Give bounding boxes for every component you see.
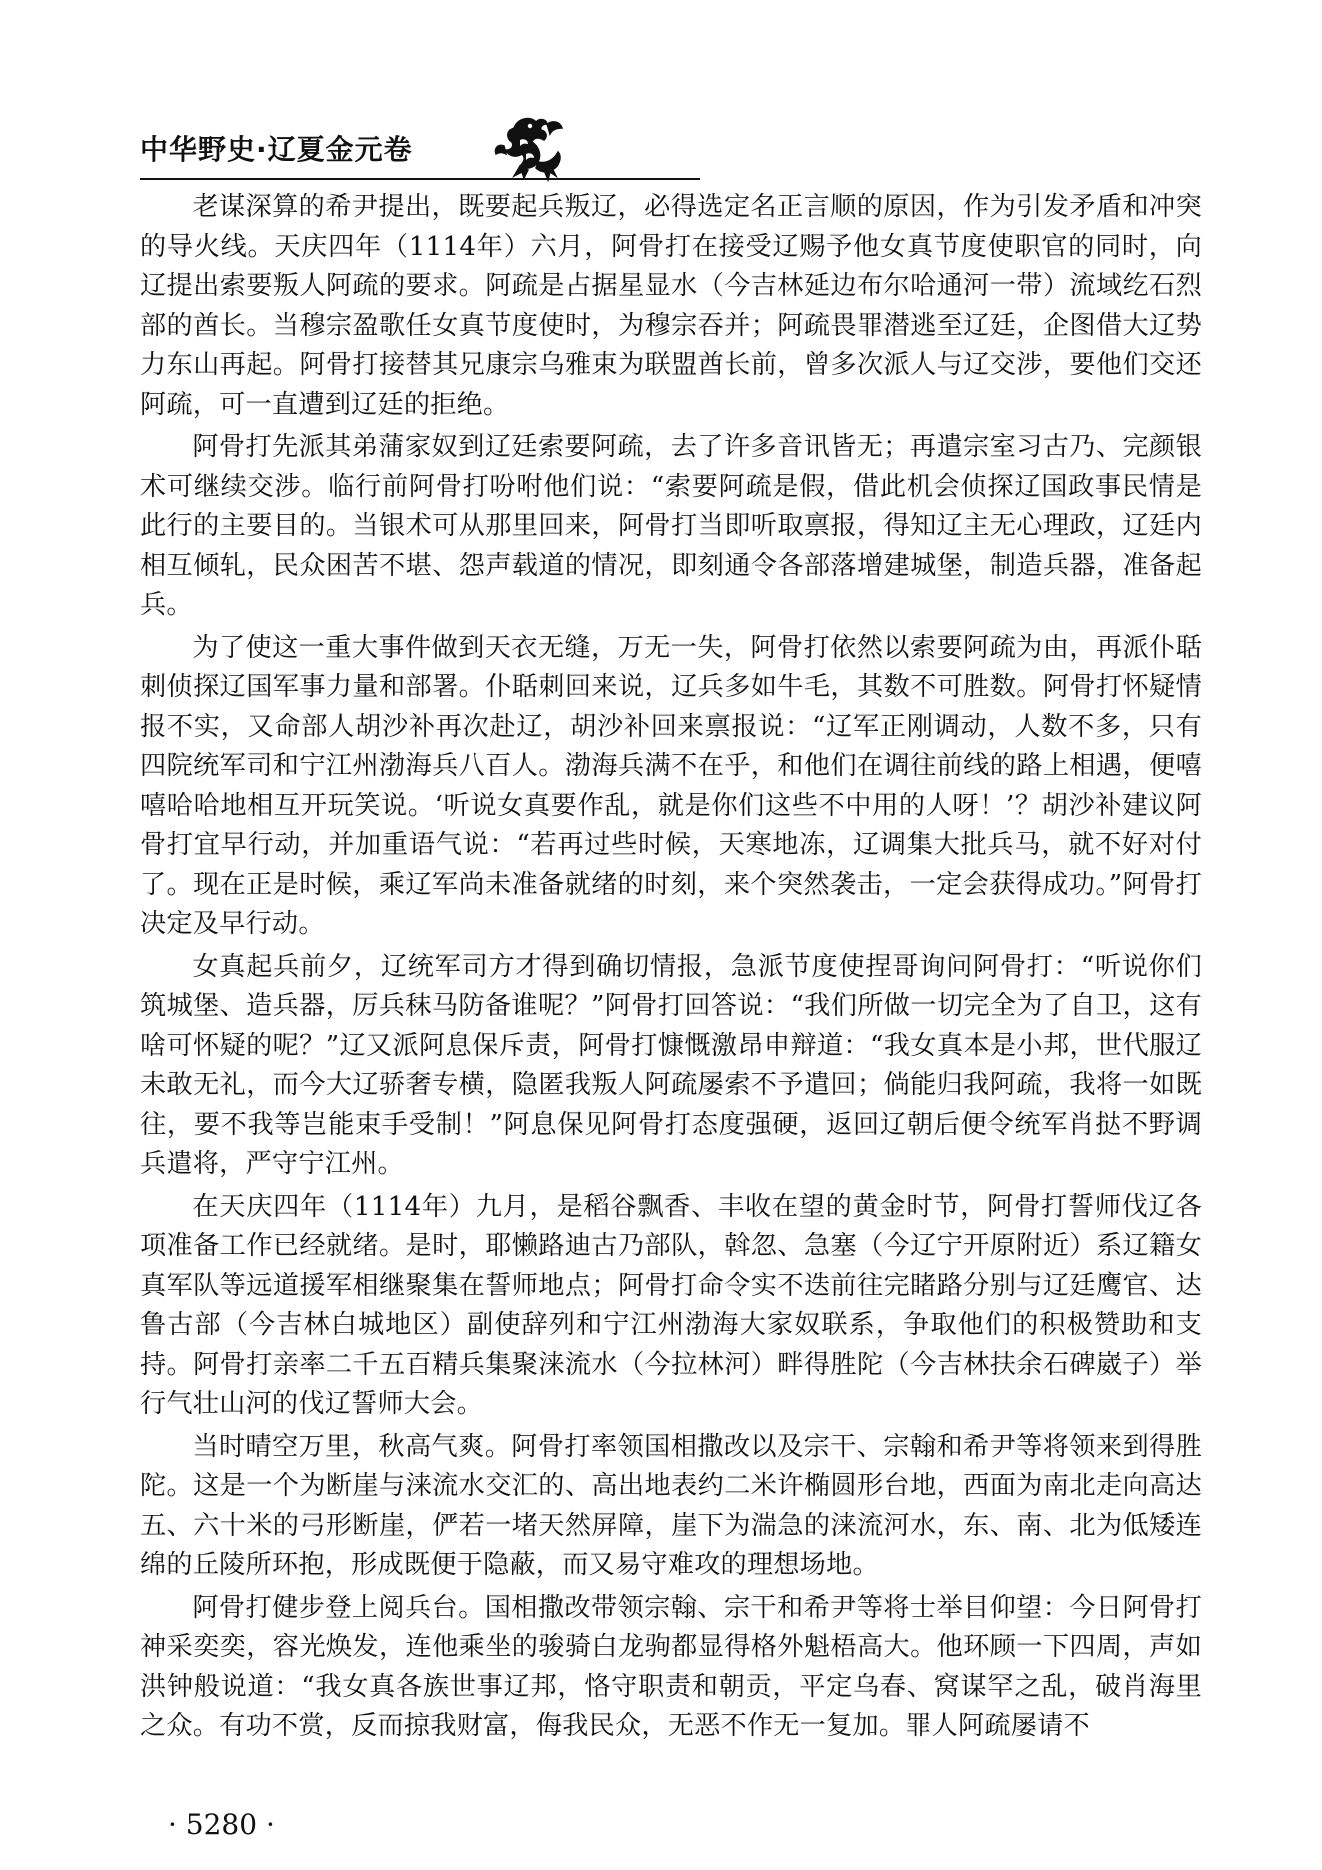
header-rule bbox=[140, 178, 700, 180]
paragraph: 老谋深算的希尹提出，既要起兵叛辽，必得选定名正言顺的原因，作为引发矛盾和冲突的导火线。天庆四年（1114年）六月，阿骨打在接受辽赐予他女真节度使职官的同时，向辽提出索要叛人阿疏的要求。阿疏是占据星显水（今吉林延边布尔哈通河一带）流域纥石烈部的酋长。当穆宗盈歌任女真节度使时，为穆宗吞并；阿疏畏罪潜逃至辽廷，企图借大辽势力东山再起。阿骨打接替其兄康宗乌雅束为联盟酋长前，曾多次派人与辽交涉，要他们交还阿疏，可一直遭到辽廷的拒绝。 bbox=[140, 192, 1202, 420]
paragraph: 阿骨打先派其弟蒲家奴到辽廷索要阿疏，去了许多音讯皆无；再遣宗室习古乃、完颜银术可继续交涉。临行前阿骨打吩咐他们说：“索要阿疏是假，借此机会侦探辽国政事民情是此行的主要目的。当银术可从那里回来，阿骨打当即听取禀报，得知辽主无心理政，辽廷内相互倾轧，民众困苦不堪、怨声载道的情况，即刻通令各部落增建城堡，制造兵器，准备起兵。 bbox=[140, 432, 1202, 620]
running-header bbox=[140, 110, 1200, 182]
paragraph: 在天庆四年（1114年）九月，是稻谷飘香、丰收在望的黄金时节，阿骨打誓师伐辽各项准备工作已经就绪。是时，耶懒路迪古乃部队，斡忽、急塞（今辽宁开原附近）系辽籍女真军队等远道援军相继聚集在誓师地点；阿骨打命令实不迭前往完睹路分别与辽廷鹰官、达鲁古部（今吉林白城地区）副使辞列和宁江州渤海大家奴联系，争取他们的积极赞助和支持。阿骨打亲率二千五百精兵集聚涞流水（今拉林河）畔得胜陀（今吉林扶余石碑崴子）举行气壮山河的伐辽誓师大会。 bbox=[140, 1191, 1202, 1419]
dragon-emblem-icon bbox=[484, 110, 580, 182]
page-number: · 5280 · bbox=[168, 1808, 275, 1841]
body-text bbox=[140, 188, 1202, 1750]
book-title: 中华野史·辽夏金元卷 bbox=[140, 133, 413, 166]
paragraph: 女真起兵前夕，辽统军司方才得到确切情报，急派节度使捏哥询问阿骨打：“听说你们筑城堡、造兵器，厉兵秣马防备谁呢？”阿骨打回答说：“我们所做一切完全为了自卫，这有啥可怀疑的呢？”辽又派阿息保斥责，阿骨打慷慨激昂申辩道：“我女真本是小邦，世代服辽未敢无礼，而今大辽骄奢专横，隐匿我叛人阿疏屡索不予遣回；倘能归我阿疏，我将一如既往，要不我等岂能束手受制！”阿息保见阿骨打态度强硬，返回辽朝后便令统军肖挞不野调兵遣将，严守宁江州。 bbox=[140, 951, 1202, 1179]
paragraph: 为了使这一重大事件做到天衣无缝，万无一失，阿骨打依然以索要阿疏为由，再派仆聒刺侦探辽国军事力量和部署。仆聒刺回来说，辽兵多如牛毛，其数不可胜数。阿骨打怀疑情报不实，又命部人胡沙补再次赴辽，胡沙补回来禀报说：“辽军正刚调动，人数不多，只有四院统军司和宁江州渤海兵八百人。渤海兵满不在乎，和他们在调往前线的路上相遇，便嘻嘻哈哈地相互开玩笑说。‘听说女真要作乱，就是你们这些不中用的人呀！’？胡沙补建议阿骨打宜早行动，并加重语气说：“若再过些时候，天寒地冻，辽调集大批兵马，就不好对付了。现在正是时候，乘辽军尚未准备就绪的时刻，来个突然袭击，一定会获得成功。”阿骨打决定及早行动。 bbox=[140, 632, 1202, 939]
paragraph: 当时晴空万里，秋高气爽。阿骨打率领国相撒改以及宗干、宗翰和希尹等将领来到得胜陀。这是一个为断崖与涞流水交汇的、高出地表约二米许椭圆形台地，西面为南北走向高达五、六十米的弓形断崖，俨若一堵天然屏障，崖下为湍急的涞流河水，东、南、北为低矮连绵的丘陵所环抱，形成既便于隐蔽，而又易守难攻的理想场地。 bbox=[140, 1431, 1202, 1580]
paragraph: 阿骨打健步登上阅兵台。国相撒改带领宗翰、宗干和希尹等将士举目仰望：今日阿骨打神采奕奕，容光焕发，连他乘坐的骏骑白龙驹都显得格外魁梧高大。他环顾一下四周，声如洪钟般说道：“我女真各族世事辽邦，恪守职责和朝贡，平定乌春、窝谋罕之乱，破肖海里之众。有功不赏，反而掠我财富，侮我民众，无恶不作无一复加。罪人阿疏屡请不 bbox=[140, 1592, 1202, 1741]
